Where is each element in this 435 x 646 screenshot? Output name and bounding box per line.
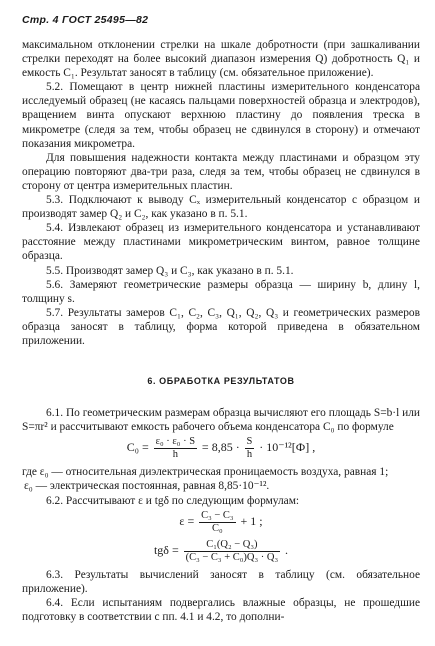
formula-lhs: C₀ = — [126, 440, 149, 455]
formula-tail: + 1 ; — [240, 513, 263, 528]
document-body — [22, 38, 420, 624]
definition-1: где ε₀ — относительная диэлектрическая проницаемость воздуха, равная 1; — [22, 466, 389, 479]
fraction-1 — [154, 436, 197, 461]
formula-lhs: ε = — [179, 513, 195, 528]
formula-tail: . — [285, 542, 289, 557]
paragraph-5-4: 5.4. Извлекают образец из измерительного конденсатора и устанавливают расстояние между пластинами микрометрическим винтом, равное толщине образца. — [22, 222, 420, 263]
fraction-denominator: (C₃ − C₃ + C₀)Q₃ · Q₃ — [185, 551, 279, 563]
paragraph-continuation: максимальном отклонении стрелки на шкале добротности (при зашкаливании стрелки переходят на более высокий диапазон измерения Q) добротность Q₁ и емкость C₁. Результат заносят в таблицу (см. обязательное приложение). — [22, 39, 420, 80]
fraction-epsilon — [199, 510, 236, 535]
formula-lhs: tgδ = — [153, 542, 179, 557]
section-title: 6. ОБРАБОТКА РЕЗУЛЬТАТОВ — [147, 376, 295, 387]
paragraph-5-2: 5.2. Помещают в центр нижней пластины измерительного конденсатора исследуемый образец (не касаясь пальцами поверхностей образца и электродов), вращением винта опускают верхнюю пластину до появления треска в микрометре (следя за тем, чтобы образец не сдвинулся в сторону) и отмечают показания микрометра. — [22, 81, 420, 150]
formula-tail: · 10⁻¹²[Ф] , — [259, 440, 316, 455]
paragraph-6-4: 6.4. Если испытаниям подвергались влажные образцы, не прошедшие подготовку в соответствии с пп. 4.1 и 4.2, то дополни- — [22, 596, 420, 623]
fraction-denominator: C₀ — [212, 522, 223, 534]
fraction-tgdelta — [184, 539, 281, 564]
definition-2: ε₀ — электрическая постоянная, равная 8,85·10⁻¹². — [24, 480, 270, 493]
formula-epsilon — [22, 510, 420, 535]
fraction-numerator: ε₀ · ε₀ · S — [155, 436, 196, 448]
paragraph-5-2b: Для повышения надежности контакта между пластинами и образцом эту операцию повторяют два-три раза, следя за тем, чтобы образец не сдвинулся в сторону от центра измерительных пластин. — [22, 151, 420, 192]
paragraph-6-1: 6.1. По геометрическим размерам образца вычисляют его площадь S=b·l или S=πr² и рассчитывают емкость рабочего объема конденсатора C₀ по формуле — [22, 407, 420, 434]
formula-capacitance — [22, 436, 420, 461]
paragraph-5-7: 5.7. Результаты замеров C₁, C₂, C₃, Q₁, Q₂, Q₃ и геометрических размеров образца заносят в таблицу, форма которой приведена в обязательном приложении. — [22, 306, 420, 347]
fraction-numerator: C₃ − C₃ — [201, 509, 234, 521]
paragraph-6-2: 6.2. Рассчитывают ε и tgδ по следующим формулам: — [46, 494, 300, 507]
fraction-denominator: h — [172, 449, 178, 461]
formula-tgdelta — [22, 539, 420, 564]
formula-middle: = 8,85 · — [201, 440, 240, 455]
fraction-denominator: h — [246, 449, 253, 461]
paragraph-5-5: 5.5. Производят замер Q₃ и C₃, как указано в п. 5.1. — [46, 264, 294, 277]
fraction-2 — [245, 436, 255, 461]
page-header: Стр. 4 ГОСТ 25495—82 — [22, 14, 149, 26]
fraction-numerator: S — [246, 436, 253, 448]
fraction-numerator: C₁(Q₂ − Q₃) — [184, 539, 281, 552]
paragraph-6-3: 6.3. Результаты вычислений заносят в таблицу (см. обязательное приложение). — [22, 568, 420, 595]
paragraph-5-3: 5.3. Подключают к выводу Cₓ измерительный конденсатор с образцом и производят замер Q₂ и C₂, как указано в п. 5.1. — [22, 194, 420, 221]
paragraph-5-6: 5.6. Замеряют геометрические размеры образца — ширину b, длину l, толщину s. — [22, 278, 420, 305]
